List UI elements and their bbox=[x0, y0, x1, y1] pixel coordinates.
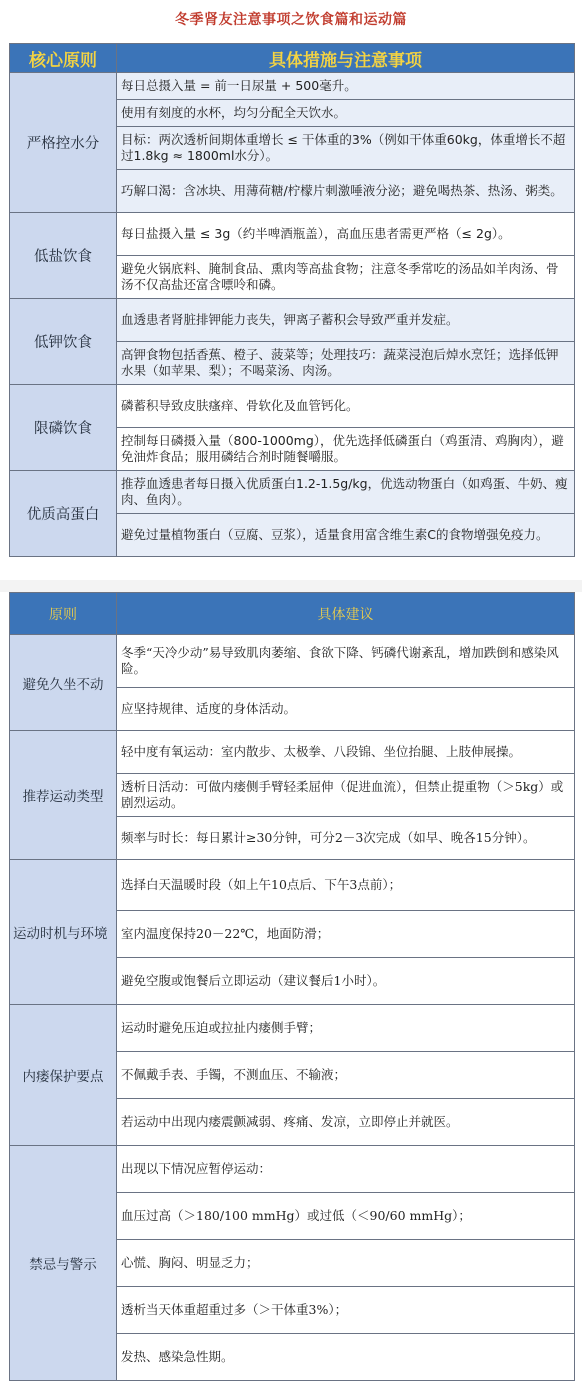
item-cell: 高钾食物包括香蕉、橙子、菠菜等；处理技巧：蔬菜浸泡后焯水烹饪；选择低钾水果（如苹果、梨）；不喝菜汤、肉汤。 bbox=[117, 342, 575, 385]
item-cell: 每日盐摄入量 ≤ 3g（约半啤酒瓶盖），高血压患者需更严格（≤ 2g）。 bbox=[117, 213, 575, 256]
header-advice: 具体建议 bbox=[117, 593, 575, 635]
category-cell: 运动时机与环境 bbox=[10, 860, 117, 1005]
item-cell: 选择白天温暖时段（如上午10点后、下午3点前）； bbox=[117, 860, 575, 911]
category-cell: 低钾饮食 bbox=[10, 299, 117, 385]
exercise-table bbox=[9, 592, 575, 1381]
table-row bbox=[10, 213, 575, 256]
item-cell: 每日总摄入量 = 前一日尿量 + 500毫升。 bbox=[117, 73, 575, 100]
category-cell: 禁忌与警示 bbox=[10, 1146, 117, 1381]
item-cell: 血透患者肾脏排钾能力丧失，钾离子蓄积会导致严重并发症。 bbox=[117, 299, 575, 342]
table-header-row bbox=[10, 593, 575, 635]
table-row bbox=[10, 73, 575, 100]
category-cell: 避免久坐不动 bbox=[10, 635, 117, 731]
item-cell: 磷蓄积导致皮肤瘙痒、骨软化及血管钙化。 bbox=[117, 385, 575, 428]
item-cell: 使用有刻度的水杯，均匀分配全天饮水。 bbox=[117, 100, 575, 127]
item-cell: 透析当天体重超重过多（＞干体重3%）； bbox=[117, 1287, 575, 1334]
table-header-row bbox=[10, 44, 575, 73]
header-measures: 具体措施与注意事项 bbox=[117, 44, 575, 73]
table-row bbox=[10, 385, 575, 428]
diet-table bbox=[9, 43, 575, 557]
item-cell: 室内温度保持20－22℃，地面防滑； bbox=[117, 911, 575, 958]
item-cell: 避免过量植物蛋白（豆腐、豆浆），适量食用富含维生素C的食物增强免疫力。 bbox=[117, 514, 575, 557]
page-title: 冬季肾友注意事项之饮食篇和运动篇 bbox=[175, 12, 407, 28]
item-cell: 血压过高（＞180/100 mmHg）或过低（＜90/60 mmHg）； bbox=[117, 1193, 575, 1240]
item-cell: 目标：两次透析间期体重增长 ≤ 干体重的3%（例如干体重60kg，体重增长不超过1.8kg ≈ 1800ml水分）。 bbox=[117, 127, 575, 170]
category-cell: 低盐饮食 bbox=[10, 213, 117, 299]
item-cell: 避免空腹或饱餐后立即运动（建议餐后1小时）。 bbox=[117, 958, 575, 1005]
header-principle: 核心原则 bbox=[10, 44, 117, 73]
table-row bbox=[10, 471, 575, 514]
item-cell: 心慌、胸闷、明显乏力； bbox=[117, 1240, 575, 1287]
item-cell: 若运动中出现内瘘震颤减弱、疼痛、发凉，立即停止并就医。 bbox=[117, 1099, 575, 1146]
item-cell: 推荐血透患者每日摄入优质蛋白1.2-1.5g/kg，优选动物蛋白（如鸡蛋、牛奶、瘦肉、鱼肉）。 bbox=[117, 471, 575, 514]
item-cell: 应坚持规律、适度的身体活动。 bbox=[117, 688, 575, 731]
item-cell: 发热、感染急性期。 bbox=[117, 1334, 575, 1381]
item-cell: 频率与时长：每日累计≥30分钟，可分2－3次完成（如早、晚各15分钟）。 bbox=[117, 817, 575, 860]
table-row bbox=[10, 1005, 575, 1052]
table-row bbox=[10, 731, 575, 774]
item-cell: 轻中度有氧运动：室内散步、太极拳、八段锦、坐位抬腿、上肢伸展操。 bbox=[117, 731, 575, 774]
table-row bbox=[10, 1146, 575, 1193]
item-cell: 巧解口渴：含冰块、用薄荷糖/柠檬片刺激唾液分泌；避免喝热茶、热汤、粥类。 bbox=[117, 170, 575, 213]
item-cell: 避免火锅底料、腌制食品、熏肉等高盐食物；注意冬季常吃的汤品如羊肉汤、骨汤不仅高盐还富含嘌呤和磷。 bbox=[117, 256, 575, 299]
category-cell: 优质高蛋白 bbox=[10, 471, 117, 557]
category-cell: 推荐运动类型 bbox=[10, 731, 117, 860]
item-cell: 出现以下情况应暂停运动： bbox=[117, 1146, 575, 1193]
table-row bbox=[10, 299, 575, 342]
table-row bbox=[10, 860, 575, 911]
item-cell: 运动时避免压迫或拉扯内瘘侧手臂； bbox=[117, 1005, 575, 1052]
item-cell: 控制每日磷摄入量（800-1000mg），优先选择低磷蛋白（鸡蛋清、鸡胸肉），避免油炸食品；服用磷结合剂时随餐嚼服。 bbox=[117, 428, 575, 471]
item-cell: 冬季“天冷少动”易导致肌肉萎缩、食欲下降、钙磷代谢紊乱，增加跌倒和感染风险。 bbox=[117, 635, 575, 688]
category-cell: 限磷饮食 bbox=[10, 385, 117, 471]
item-cell: 透析日活动：可做内瘘侧手臂轻柔屈伸（促进血流），但禁止提重物（＞5kg）或剧烈运动。 bbox=[117, 774, 575, 817]
section-divider bbox=[0, 580, 582, 592]
item-cell: 不佩戴手表、手镯，不测血压、不输液； bbox=[117, 1052, 575, 1099]
header-principle: 原则 bbox=[10, 593, 117, 635]
category-cell: 内瘘保护要点 bbox=[10, 1005, 117, 1146]
category-cell: 严格控水分 bbox=[10, 73, 117, 213]
table-row bbox=[10, 635, 575, 688]
